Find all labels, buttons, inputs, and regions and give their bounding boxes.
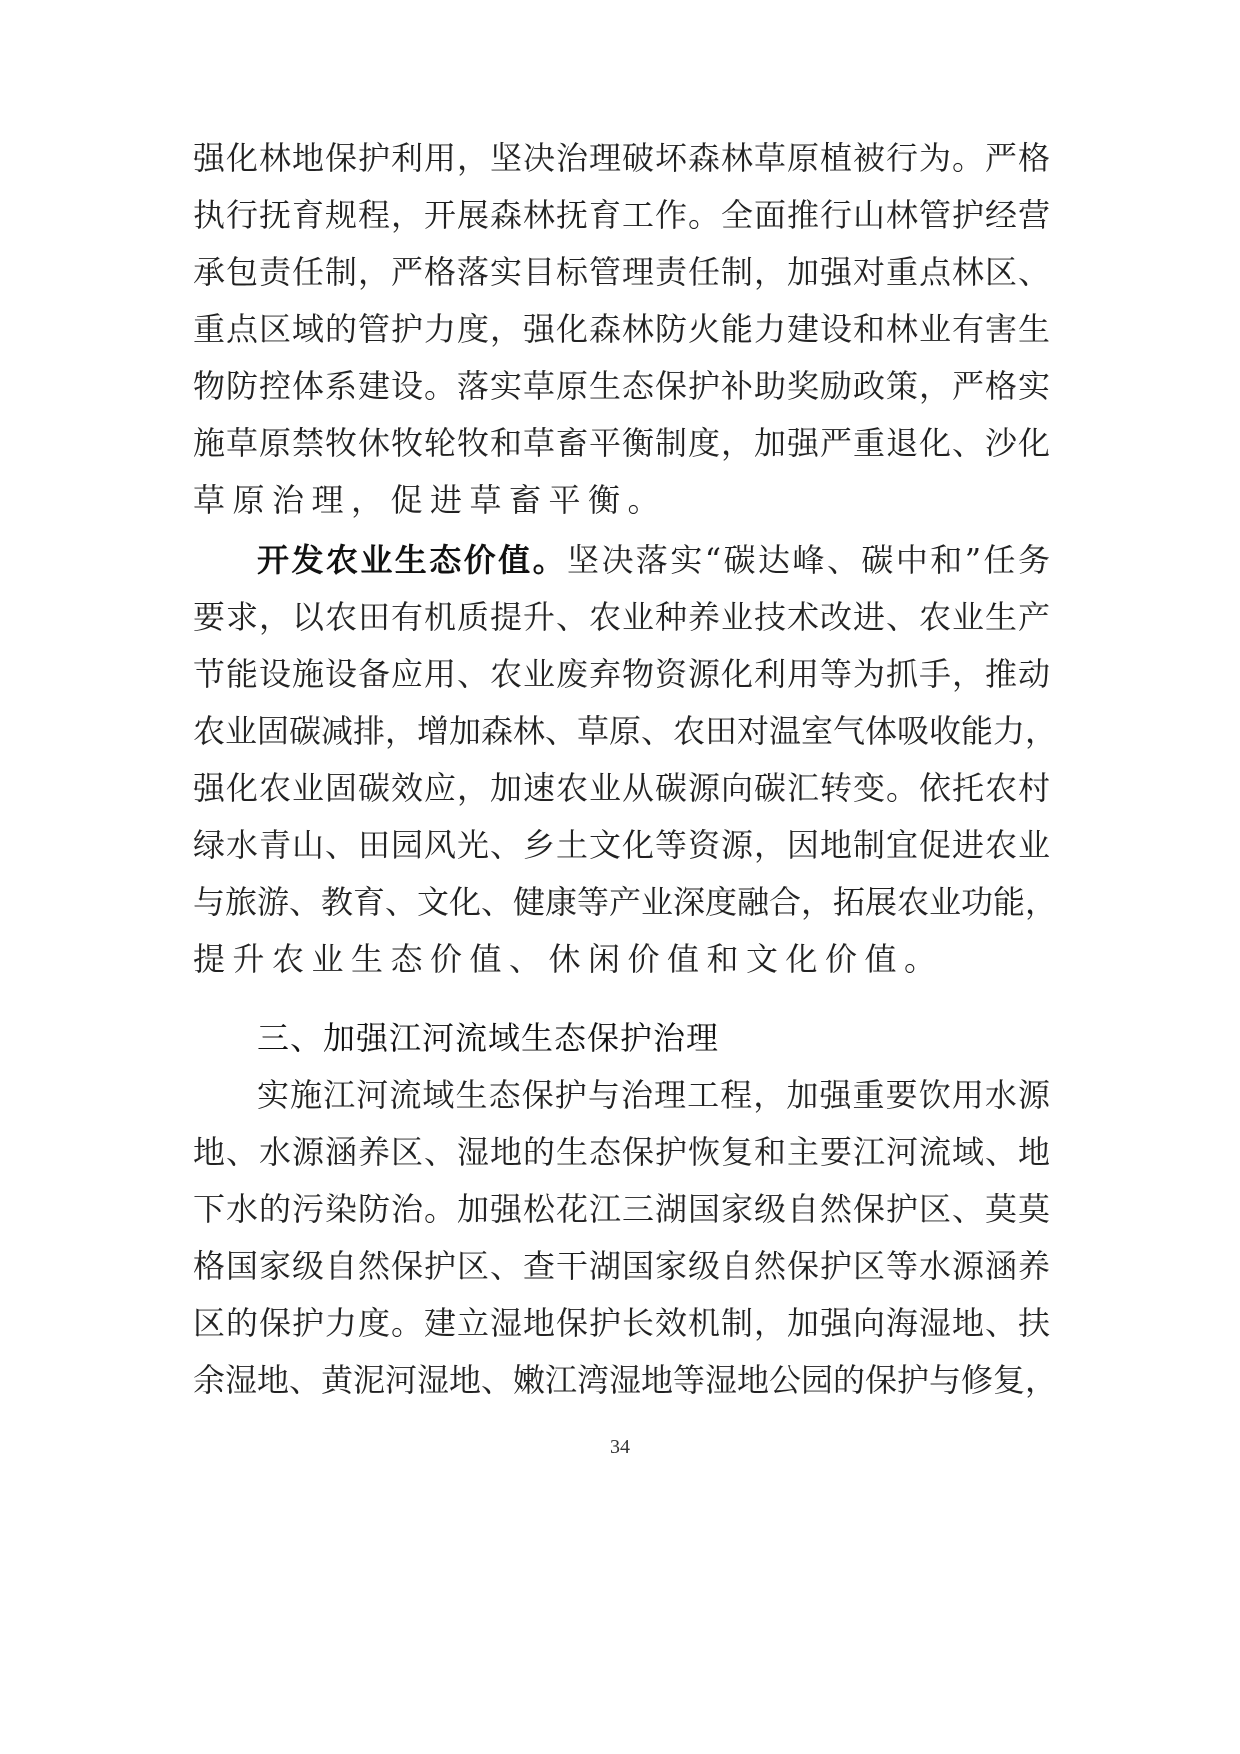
text-line: 强化林地保护利用，坚决治理破坏森林草原植被行为。严格 bbox=[193, 139, 1050, 177]
text-line: 格国家级自然保护区、查干湖国家级自然保护区等水源涵养 bbox=[193, 1247, 1050, 1285]
text-line: 执行抚育规程，开展森林抚育工作。全面推行山林管护经营 bbox=[193, 196, 1050, 234]
text-line: 区的保护力度。建立湿地保护长效机制，加强向海湿地、扶 bbox=[193, 1304, 1050, 1342]
text-line: 节能设施设备应用、农业废弃物资源化利用等为抓手，推动 bbox=[193, 655, 1050, 693]
text-line: 草原治理，促进草畜平衡。 bbox=[193, 481, 668, 519]
text-line: 实施江河流域生态保护与治理工程，加强重要饮用水源 bbox=[257, 1076, 1050, 1114]
lead-rest-text: 坚决落实“碳达峰、碳中和”任务 bbox=[567, 541, 1050, 579]
text-line: 要求，以农田有机质提升、农业种养业技术改进、农业生产 bbox=[193, 598, 1050, 636]
text-line-lead bbox=[257, 540, 1050, 580]
text-line: 重点区域的管护力度，强化森林防火能力建设和林业有害生 bbox=[193, 310, 1050, 348]
text-line: 施草原禁牧休牧轮牧和草畜平衡制度，加强严重退化、沙化 bbox=[193, 424, 1050, 462]
text-line: 农业固碳减排，增加森林、草原、农田对温室气体吸收能力， bbox=[193, 712, 1058, 750]
text-line: 余湿地、黄泥河湿地、嫩江湾湿地等湿地公园的保护与修复， bbox=[193, 1361, 1058, 1399]
text-line: 强化农业固碳效应，加速农业从碳源向碳汇转变。依托农村 bbox=[193, 769, 1050, 807]
text-line: 承包责任制，严格落实目标管理责任制，加强对重点林区、 bbox=[193, 253, 1050, 291]
text-line: 物防控体系建设。落实草原生态保护补助奖励政策，严格实 bbox=[193, 367, 1050, 405]
bold-lead-phrase: 开发农业生态价值。 bbox=[257, 541, 568, 579]
text-line: 绿水青山、田园风光、乡土文化等资源，因地制宜促进农业 bbox=[193, 826, 1050, 864]
page-number: 34 bbox=[610, 1436, 630, 1458]
text-line: 下水的污染防治。加强松花江三湖国家级自然保护区、莫莫 bbox=[193, 1190, 1050, 1228]
section-heading: 三、加强江河流域生态保护治理 bbox=[257, 1019, 720, 1057]
text-line: 提升农业生态价值、休闲价值和文化价值。 bbox=[193, 940, 944, 978]
text-line: 地、水源涵养区、湿地的生态保护恢复和主要江河流域、地 bbox=[193, 1133, 1050, 1171]
text-line: 与旅游、教育、文化、健康等产业深度融合，拓展农业功能， bbox=[193, 883, 1058, 921]
